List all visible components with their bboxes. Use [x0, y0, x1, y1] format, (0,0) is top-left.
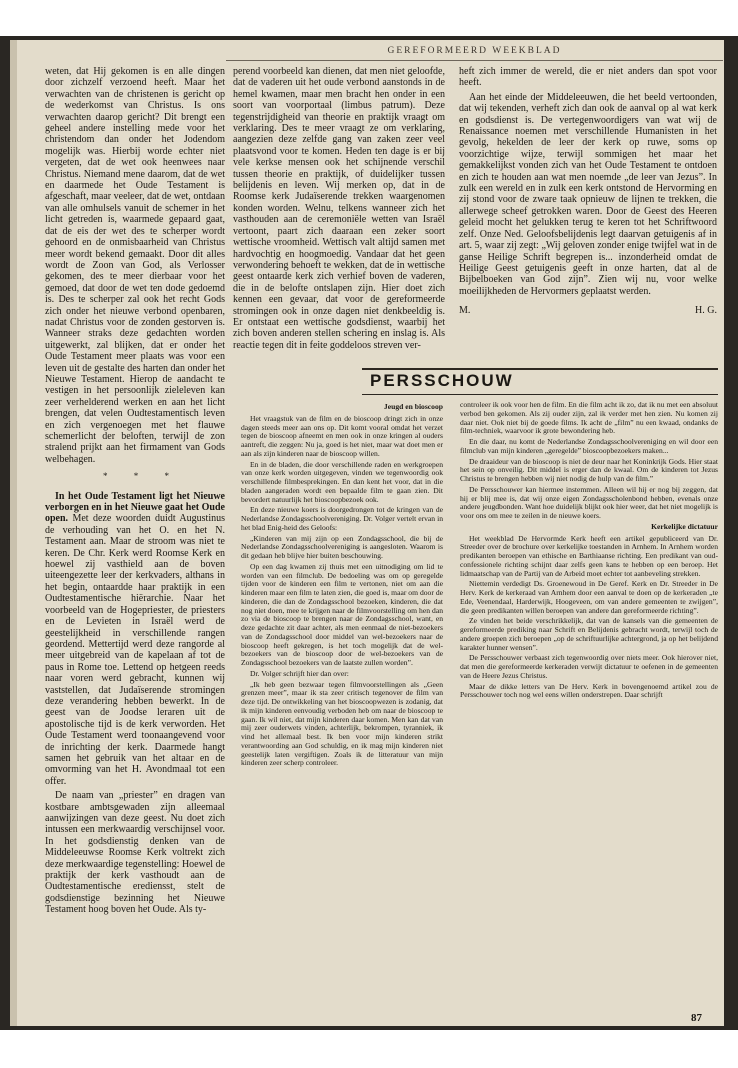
article-column-2 [233, 66, 445, 354]
paragraph-text: Met deze woorden duidt Augustinus de verhouding van het O. en het N. Testament aan. Maar de stroom was niet te keren. De Chr. Kerk werd Roomse Kerk en hoewel zij vasthield aan de boven uiteengezette leer der kerkvaders, althans in het begin, ontaardde haar praktijk in een Oudtestamentische hiërarchie. Naar het voorbeeld van de Hogepriester, de priesters en de Levieten in Israël werd de geestelijkheid in verschillende rangen geordend. Mettertijd werd deze rangorde al meer uitgebreid van de kapelaan af tot de paus in Rome toe. Lettend op hetgeen reeds naar voren werd gebracht, kunnen wij vaststellen, dat Judaïserende stromingen deze verandering hebben bewerkt. In de geest van de Joodse leraren uit de apostolische tijd is de kerk verworden. Het Oude Testament werd toonaangevend voor de inrichting der kerk. Daarmede hangt samen het gebruik van het altaar en de omvorming van het H. Avondmaal tot een offer. [45, 513, 225, 787]
paragraph: Het vraagstuk van de film en de bioscoop dringt zich in onze dagen steeds meer aan ons op. Dit komt vooral omdat het verzet tegen de bioscoop afneemt en men ook in onze kringen al ouders aantreft, die zeggen: Nu ja, goed is het niet, maar wat doet men er aan als zijn kinderen naar de bioscoop willen. [241, 413, 443, 458]
paragraph: De draaideur van de bioscoop is niet de deur naar het Koninkrijk Gods. Hier staat het sein op onveilig. Dit middel is erger dan de kwaal. Om de kinderen tot Jezus Christus te brengen hebben wij niet nodig de hulp van de film.” [460, 456, 718, 483]
page-number: 87 [691, 1012, 702, 1024]
paragraph: De Persschouwer kan hiermee instemmen. Alleen wil hij er nog bij zeggen, dat hij er blij mee is, dat wij onze eigen Zondagsscholenbond hebben, evenals onze andere jeugdbonden. Want hoe duidelijk blijkt ook hier weer, dat het niet mogelijk is voor ons om mee te zeilen in de nieuwe koers. [460, 484, 718, 520]
paragraph: En deze nieuwe koers is doorgedrongen tot de kringen van de Nederlandse Zondagsschoolvereniging. Dr. Volger vertelt ervan in het blad Enig-heid des Geloofs: [241, 505, 443, 532]
paragraph [45, 491, 225, 788]
paragraph: En die daar, nu komt de Nederlandse Zondagsschoolvereniging en wil door een filmclub van mijn kinderen „geregelde” bioscoopbezoekers maken... [460, 437, 718, 455]
page-gutter [10, 40, 17, 1026]
persschouw-column-2 [460, 401, 718, 702]
subheading: Kerkelijke dictatuur [651, 521, 718, 531]
signature-left: M. [459, 305, 471, 317]
subheading: Jeugd en bioscoop [383, 402, 443, 411]
running-head: GEREFORMEERD WEEKBLAD [387, 46, 562, 56]
paragraph: controleer ik ook voor hen de film. En die film acht ik zo, dat ik nu met een absoluut verbod ben gekomen. Als zij ouder zijn, zal ik verder met hen zien. Nu komen zij daar niet. Ook niet bij de goede films. Ik acht de „film” nu een kwaad, ondanks de film-techniek, waarvoor ik grote bewondering heb. [460, 400, 718, 436]
paragraph: Aan het einde der Middeleeuwen, die het beeld vertoonden, dat wij tekenden, verheft zich dan ook de aanval op al wat kerk en godsdienst is. De vertegenwoordigers van wat wij de Renaissance noemen met verschillende Humanisten in het gevolg, hekelden de leer der kerk op ruwe, soms op voorzichtige wijze, terwijl sommigen het maar het gemakkelijkst vonden zich van het Oude Testament te ontdoen en zich te houden aan wat men noemde „de leer van Jezus”. In zulk een wereld en in zulk een kerk ontstond de Hervorming en zij stond voor de zware taak opnieuw de lijnen te trekken, die allerwege scheef getrokken waren. Door de Geest des Heeren geleid mocht het gelukken terug te keren tot het Schriftwoord zelf. Onze Ned. Geloofsbelijdenis legt daarvan getuigenis af in art. 5, waar zij zegt: „Wij geloven zonder enige twijfel wat in de ganse Heilige Schrift begrepen is... inzonderheid omdat de Heilige Geest getuigenis geeft in onze harten, dat al de Bijbelboeken van God zijn”. Zien wij nu, voor welke moeilijkheden de Hervormers geplaatst werden. [459, 91, 717, 297]
header-rule [226, 60, 723, 61]
paragraph: En in de bladen, die door verschillende raden en werkgroepen van onze kerk worden uitgegeven, vinden we tegenwoordig ook verschillende filmbesprekingen. En dan kent het voor, dat in die bladen aangeraden wordt een bepaalde film te gaan zien. Dit bevordert natuurlijk het bioscoopbezoek ook. [241, 459, 443, 504]
article-column-1 [45, 66, 225, 919]
paragraph: De Persschouwer verbaast zich tegenwoordig over niets meer. Ook hierover niet, dat men die gereformeerde kerkeraden verwijt dictatuur te oefenen in de gemeenten van de Heere Jezus Christus. [460, 653, 718, 680]
paragraph: „Ik heb geen bezwaar tegen filmvoorstellingen als „Geen grenzen meer”, maar ik sta zeer critisch tegenover de film van deze tijd. De ontwikkeling van het bioscoopwezen is zodanig, dat ik mijn kinderen eenvoudig verboden heb om naar de bioscoop te gaan. Ik wil niet, dat mijn kinderen daar komen. Men kan dat van mij zeer ouderwets vinden, achterlijk, bekrompen, tyranniek, ik vind het allemaal best. Ik ben voor mijn kinderen strikt verantwoording aan God schuldig, en ik mag mijn kinderen niet geestelijk laten vergiftigen. Zoals ik de litteratuur van mijn kinderen zeer scherp controleer. [241, 679, 443, 768]
section-divider: * * * [103, 471, 181, 482]
lead-in-bold: In het Oude Testament ligt het Nieuwe verborgen en in het Nieuwe gaat het Oude open. [45, 490, 225, 525]
signature [459, 305, 717, 316]
section-title: PERSSCHOUW [370, 371, 514, 390]
paragraph: weten, dat Hij gekomen is en alle dingen door zichzelf verzoend heeft. Maar het verwachten van de christenen is gericht op de wederkomst van Christus. Is ons verwachten daarop gericht? Dit brengt een geheel andere instelling mede voor het christendom dan onder het Jodendom mogelijk was. Hierbij worde echter niet vergeten, dat de wet ook heenwees naar Christus. Niemand mene daarom, dat de wet en daarmede het Oude Testament is afgeschaft, maar veeleer, dat de wet, ontdaan van alle omhulsels vanuit de schemer in het licht getreden is, waarmede gepaard gaat, dat de eis der wet des te scherper wordt gehoord en de onmisbaarheid van Christus meer wordt bekend gemaakt. Door dit alles wordt de Zoon van God, als Verlosser gekomen, des te meer dierbaar voor het gemoed, dat door de wet ten dode gedoemd is. Des te scherper zal ook het recht Gods zich onder het nieuwe verbond openbaren, nadat Christus voor de zonden gestorven is. Wanneer straks deze gedachten worden uitgewerkt, zal blijken, dat er onder het Oude Testament meer plaats was voor een leven uit de gestalte des harten dan onder het Nieuwe Testament. Hierop de aandacht te vestigen in het persoonlijk zieleleven kan zeer verhelderend werken en aan het licht brengen, dat velen Oudtestamentisch leven en zich vergenoegen met het flauwe schemerlicht der beloften, terwijl de zon stralend prijkt aan het firmament van Gods welbehagen. [45, 66, 225, 465]
paragraph: Niettemin verdedigt Ds. Groenewoud in De Geref. Kerk en Dr. Streeder in De Herv. Kerk de kerkeraad van Arnhem door een aanval te doen op de kerkeraden „te Ede, Veenendaal, Harderwijk, Hoogeveen, om van andere gemeenten te zwijgen”, die geen predikanten willen beroepen van andere dan gereformeerde richting”. [460, 579, 718, 615]
persschouw-banner [362, 368, 718, 395]
signature-right: H. G. [695, 305, 717, 317]
paragraph: Dr. Volger schrijft hier dan over: [250, 668, 349, 678]
paragraph: „Kinderen van mij zijn op een Zondagsschool, die bij de Nederlandse Zondagsschoolvereniging is aangesloten. Waarom is dit gedaan heb blijve hier buiten beschouwing. [241, 533, 443, 560]
paragraph: heft zich immer de wereld, die er niet anders dan spot voor heeft. [459, 66, 717, 89]
paragraph: Ze vinden het beide verschrikkelijk, dat van de kansels van die gemeenten de gereformeerde prediking naar Schrift en Belijdenis gebracht wordt, terwijl toch de andere groepen zich beroepen „op de schriftuurlijke achtergrond, ja op het belijdend karakter hunner wensen”. [460, 616, 718, 652]
persschouw-column-1 [241, 401, 443, 770]
paragraph: Op een dag kwamen zij thuis met een uitnodiging om lid te worden van een filmclub. De bedoeling was om op geregelde tijden voor de kinderen een film te vertonen, niet om aan die kinderen maar een film te laten zien, die goed is, maar om door de kinderen, die dan de Zondagsschool bezoeken, kinderen, die dat nog niet doen, mee te krijgen naar de filmvoorstelling om hen dan zo via de bioscoop te brengen naar de Zondagsschool, want, en deze gedachte zit daar achter, als men eenmaal de niet-bezoekers van de Zondagsschool door middel van wel-bezoekers naar de bioscoop heeft gekregen, is het toch mogelijk dat de wel-bezoekers van de bioscoop door de wel-bezoekers van de Zondagsschool bezoekers van de laatste zullen worden”. [241, 561, 443, 667]
article-column-3 [459, 66, 717, 317]
paragraph: perend voorbeeld kan dienen, dat men niet geloofde, dat de vaderen uit het oude verbond aanstonds in de hemel kwamen, maar men bracht hen onder in een soort van voorportaal (limbus patrum). Deze tegenstrijdigheid van theorie en praktijk vraagt om verklaring. Des te meer vraagt ze om verklaring, aangezien deze zelfde gang van zaken zeer veel plaatsvond voor te komen. Heden ten dage is er bij vele kerkse mensen ook het schijnende verschil tussen theorie en praktijk, of duidelijker tussen belijdenis en leven. Wij merken op, dat in de Roomse kerk Judaïserende trekken waargenomen konden worden. Welnu, telkens wanneer zich het vasthouden aan de ceremoniële wetten van Israël vertoont, paart zich daaraan een zeker soort wettische vroomheid. Wettisch valt altijd samen met hardvochtig en hoogmoedig. Vandaar dat het geen verwondering behoeft te wekken, dat de in wettische geest ontaarde kerk zich verhief boven de vaderen, die in de belofte ontslapen zijn. Hier doet zich kennen een gevaar, dat voor de gereformeerde stromingen ook in onze dagen niet denkbeeldig is. Er ontstaat een wettische godsdienst, waarbij het zich boven anderen stellen schering en inslag is. Als reactie tegen dit in feite goddeloos streven ver- [233, 66, 445, 351]
paragraph: Het weekblad De Hervormde Kerk heeft een artikel gepubliceerd van Dr. Streeder over de brochure over kerkelijke toestanden in Arnhem. In Arnhem worden predikanten beroepen van ethische en Barthiaanse richting. Een predikant van oud-confessionele richting schijnt daar zelfs geen kans te hebben op een beroep. Het lidmaatschap van de Partij van de Arbeid moet echter tot aanbeveling strekken. [460, 533, 718, 578]
paragraph: De naam van „priester” en dragen van kostbare ambtsgewaden zijn alleemaal aanwijzingen van deze geest. Nu doet zich intussen een merkwaardig verschijnsel voor. In het godsdienstig denken van de Middeleeuwse Roomse Kerk voltrekt zich deze merkwaardige tegenstelling: Hoewel de praktijk der kerk vasthoudt aan de Oudtestamentische erediensst, stelt de godsdienstige bezinning het Nieuwe Testament hoog boven het Oude. Als ty- [45, 790, 225, 916]
paragraph: Maar de dikke letters van De Herv. Kerk in bovengenoemd artikel zou de Persschouwer toch nog wel eens willen onderstrepen. Daar schrijft [460, 681, 718, 700]
